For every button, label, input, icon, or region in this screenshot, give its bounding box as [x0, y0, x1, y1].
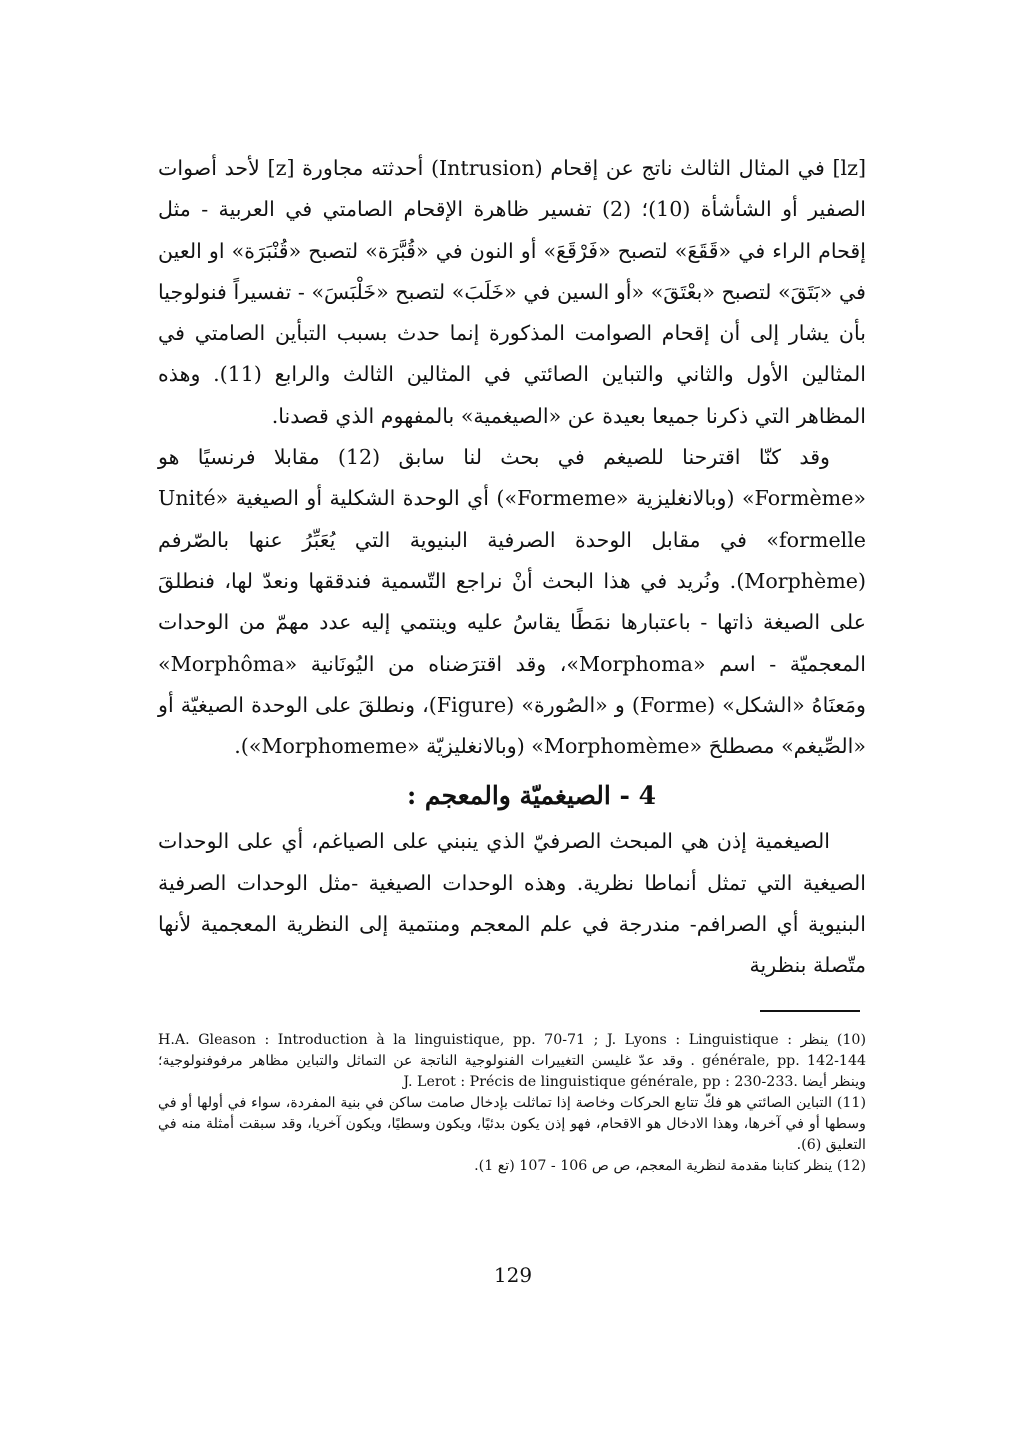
footnote-12: (12) ينظر كتابنا مقدمة لنظرية المعجم، ص ص 106 - 107 (تع 1). [474, 1158, 866, 1174]
section-heading: 4 - الصيغميّة والمعجم : [407, 781, 656, 811]
footnote-10-text: . وقد عدّ غليسن التغييرات الفنولوجية الناتجة عن التماثل والتباين مظاهر مرفوفنولوجية؛ وينظر أيضا [158, 1053, 866, 1090]
page-number: 129 [493, 1263, 533, 1287]
footnotes [158, 1030, 866, 1177]
footnote-10-label: (10) ينظر : [787, 1032, 866, 1048]
footnote-divider [760, 1010, 860, 1012]
footnote-10-reference-2: J. Lerot : Précis de linguistique générale, pp : 230-233. [403, 1074, 798, 1090]
footnote-10-reference: H.A. Gleason : Introduction à la linguistique, pp. 70-71 ; J. Lyons : Linguistique générale, pp. 142-144 [158, 1032, 867, 1069]
paragraph-3: الصيغمية إذن هي المبحث الصرفيّ الذي ينبني على الصياغم، أي على الوحدات الصيغية التي تمثل أنماطا نظرية. وهذه الوحدات الصيغية -مثل الوحدات الصرفية البنيوية أي الصرافم- مندرجة في علم المعجم ومنتمية إلى النظرية المعجمية لأنها متّصلة بنظرية [158, 829, 866, 978]
footnote-10 [158, 1030, 866, 1093]
paragraph-2: وقد كنّا اقترحنا للصيغم في بحث لنا سابق (12) مقابلا فرنسيًا هو «Formème» (وبالانغليزية «Formeme») أي الوحدة الشكلية أو الصيغية «Unité formelle» في مقابل الوحدة الصرفية البنيوية التي يُعَبِّرُ عنها بالصّرفم (Morphème). ونُريد في هذا البحث أنْ نراجع التّسمية فندققها ونعدّ لها، فنطلقَ على الصيغة ذاتها - باعتبارها نمَطًا يقاسُ عليه وينتمي إليه عدد مهمّ من الوحدات المعجميّة - اسم «Morphoma»، وقد اقترَضناه من اليُونَانية «Morphôma» ومَعنَاهُ «الشكل» (Forme) و «الصُورة» (Figure)، ونطلقَ على الوحدة الصيغيّة أو «الصِّيغم» مصطلحَ «Morphomème» (وبالانغليزيّة «Morphomeme»). [158, 445, 866, 759]
footnote-11: (11) التباين الصائتي هو فكّ تتابع الحركات وخاصة إذا تماثلت بإدخال صامت ساكن في بنية المفردة، سواء في أولها أو في وسطها أو في آخرها، وهذا الادخال هو الاقحام، فهو إذن يكون بدئيًا، ويكون وسطيًا، ويكون آخريا، وقد سبقت أمثلة منه في التعليق (6). [158, 1095, 866, 1153]
paragraph-1: [lz] في المثال الثالث ناتج عن إقحام (Intrusion) أحدثته مجاورة [z] لأحد أصوات الصفير أو الشأشأة (10)؛ (2) تفسير ظاهرة الإقحام الصامتي في العربية - مثل إقحام الراء في «قَقَعَ» لتصبح «فَرْقَعَ» أو النون في «قُبَّرَة» لتصبح «قُنْبَرَة» او العين في «بَتَقَ» لتصبح «بعْتَقَ» «أو السين في «خَلَبَ» لتصبح «خَلْبَسَ» - تفسيراً فنولوجيا بأن يشار إلى أن إقحام الصوامت المذكورة إنما حدث بسبب التبأين الصامتي في المثالين الأول والثاني والتباين الصائتي في المثالين الثالث والرابع (11). وهذه المظاهر التي ذكرنا جميعا بعيدة عن «الصيغمية» بالمفهوم الذي قصدنا. [158, 156, 867, 428]
main-text [158, 148, 866, 987]
